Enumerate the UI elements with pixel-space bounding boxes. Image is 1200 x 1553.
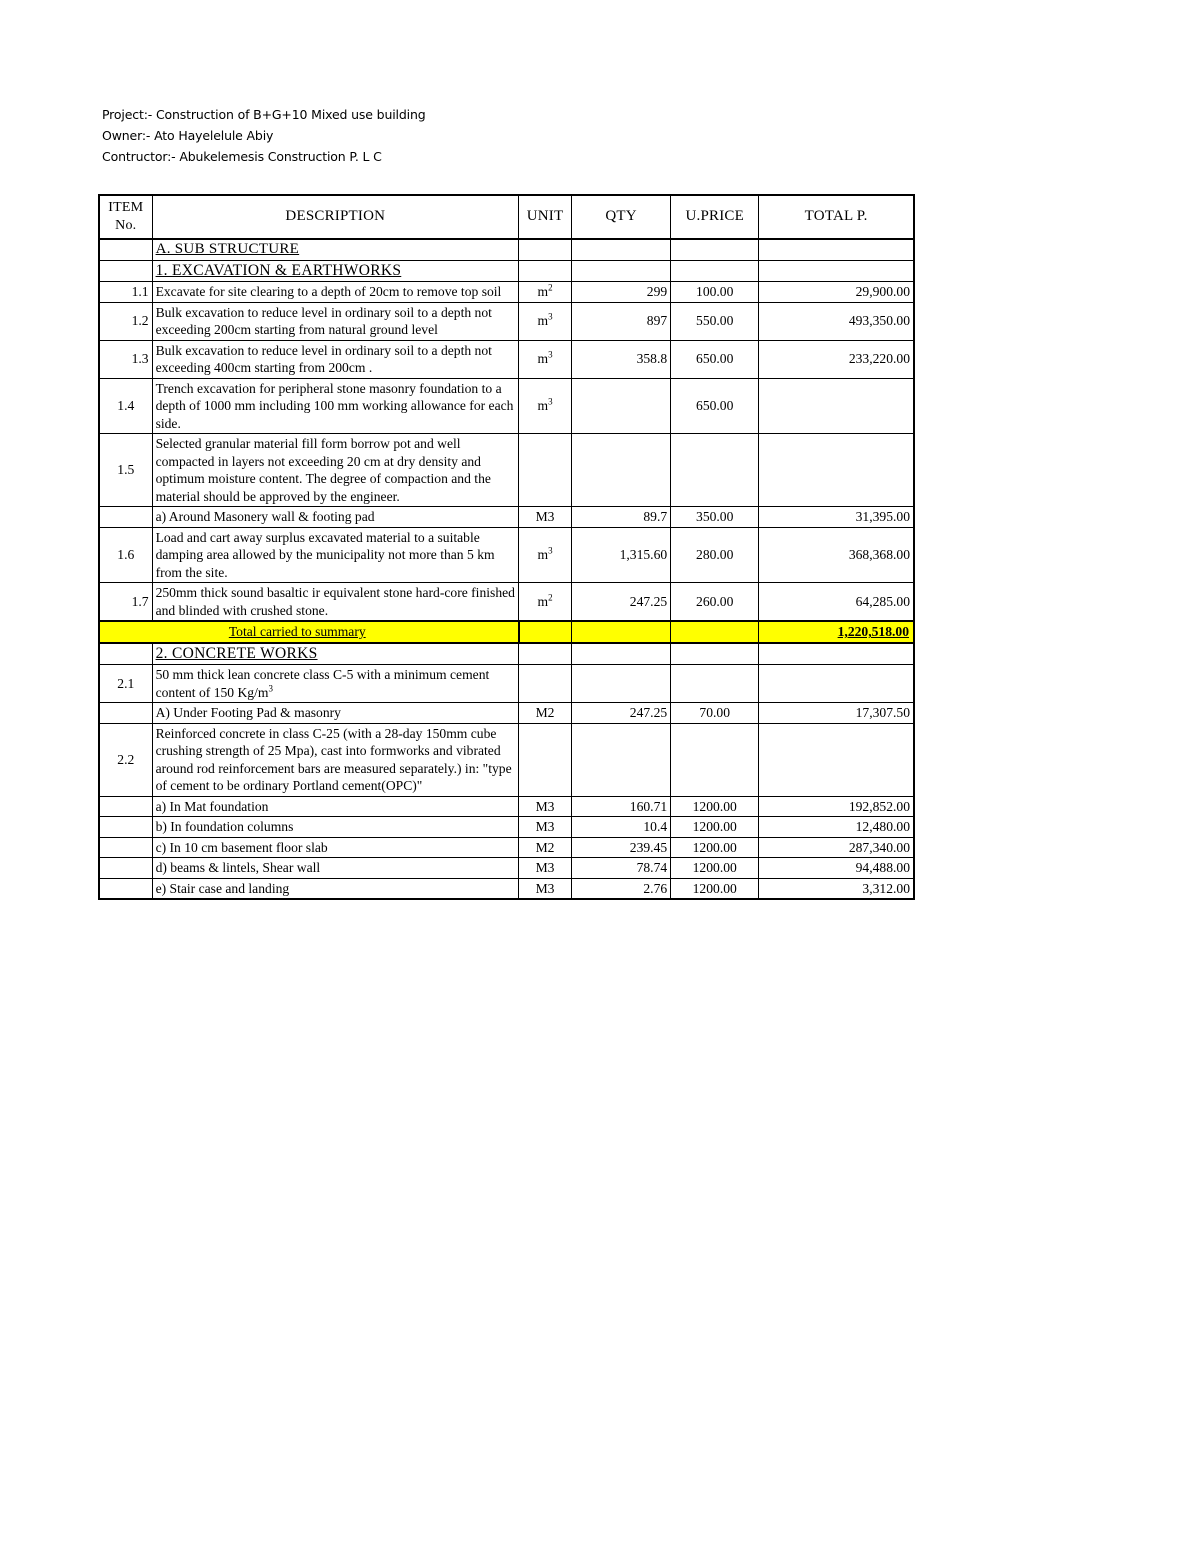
section-empty-cell-total	[759, 643, 914, 665]
section-title-cell	[152, 239, 518, 260]
unit-price-cell	[671, 507, 759, 528]
quantity-cell	[572, 507, 671, 528]
unit-price-value: 70.00	[699, 705, 731, 720]
unit-cell	[519, 703, 572, 724]
unit-price-cell	[671, 665, 759, 703]
section-empty-cell-unit	[519, 643, 572, 665]
section-title-cell	[152, 643, 518, 665]
unit-price-value: 650.00	[696, 351, 734, 367]
total-price-value: 29,900.00	[855, 284, 910, 299]
section-empty-cell-total	[759, 239, 914, 260]
total-empty-cell-qty	[572, 621, 671, 643]
description-text: 50 mm thick lean concrete class C-5 with a minimum cement content of 150 Kg/m	[155, 667, 490, 700]
unit-price-value: 650.00	[696, 398, 734, 413]
document-header-block	[102, 104, 802, 167]
table-subrow	[99, 878, 914, 899]
table-row	[99, 378, 914, 434]
bill-of-quantities-table-wrapper	[98, 194, 915, 900]
column-header-price	[671, 195, 759, 239]
quantity-value: 10.4	[643, 819, 668, 834]
total-price-value: 368,368.00	[848, 547, 910, 562]
description-text: A) Under Footing Pad & masonry	[155, 705, 341, 720]
quantity-value: 2.76	[643, 880, 668, 896]
item-number-cell	[99, 723, 152, 796]
description-text: Trench excavation for peripheral stone masonry foundation to a depth of 1000 mm including 100 mm working allowance for each side.	[155, 380, 514, 431]
quantity-value: 89.7	[643, 509, 668, 524]
unit-price-value: 1200.00	[692, 798, 737, 814]
description-cell	[152, 302, 518, 340]
unit-value: M3	[535, 798, 555, 814]
total-price-value: 287,340.00	[848, 839, 910, 855]
item-number-cell	[99, 583, 152, 622]
owner-line: Owner:- Ato Hayelelule Abiy	[102, 128, 274, 143]
total-price-cell	[759, 723, 914, 796]
description-cell	[152, 378, 518, 434]
description-cell	[152, 878, 518, 899]
section-empty-cell-unit	[519, 239, 572, 260]
description-cell	[152, 837, 518, 858]
item-number: 1.5	[117, 462, 135, 478]
unit-superscript: 3	[548, 545, 553, 556]
section-empty-cell-price	[671, 239, 759, 260]
section-empty-cell-unit	[519, 260, 572, 282]
description-cell	[152, 665, 518, 703]
total-empty-cell-price	[671, 621, 759, 643]
column-header-total	[759, 195, 914, 239]
description-cell	[152, 434, 518, 507]
project-line: Project:- Construction of B+G+10 Mixed use building	[102, 107, 426, 122]
column-header-label: DESCRIPTION	[285, 208, 386, 225]
item-number-cell	[99, 302, 152, 340]
quantity-cell	[572, 378, 671, 434]
unit-cell	[519, 282, 572, 303]
unit-value: m	[537, 547, 549, 562]
unit-superscript: 2	[548, 282, 553, 293]
table-row	[99, 665, 914, 703]
table-header-row	[99, 195, 914, 239]
quantity-value: 247.25	[629, 593, 668, 609]
section-a-sub-structure	[99, 239, 914, 260]
quantity-cell	[572, 340, 671, 378]
total-price-cell	[759, 340, 914, 378]
item-number-cell	[99, 434, 152, 507]
column-header-line2: No.	[115, 218, 137, 233]
item-number: 1.7	[131, 593, 149, 609]
description-cell	[152, 282, 518, 303]
section-title-label: 1. EXCAVATION & EARTHWORKS	[155, 261, 402, 279]
item-number-cell	[99, 527, 152, 583]
item-number-cell	[99, 858, 152, 879]
unit-price-cell	[671, 723, 759, 796]
unit-price-cell	[671, 837, 759, 858]
column-header-label: QTY	[605, 208, 637, 225]
unit-value: M2	[535, 705, 555, 720]
unit-cell	[519, 858, 572, 879]
total-price-cell	[759, 527, 914, 583]
table-subrow	[99, 817, 914, 838]
unit-value: M3	[535, 880, 555, 896]
unit-cell	[519, 507, 572, 528]
section-empty-cell-qty	[572, 260, 671, 282]
quantity-cell	[572, 817, 671, 838]
quantity-value: 247.25	[629, 705, 668, 720]
description-text: 250mm thick sound basaltic ir equivalent stone hard-core finished and blinded with crushed stone.	[155, 585, 515, 618]
unit-price-value: 1200.00	[692, 880, 737, 896]
total-price-value: 12,480.00	[855, 819, 910, 834]
table-body	[99, 195, 914, 899]
section-empty-cell-price	[671, 260, 759, 282]
total-carried-value-text: 1,220,518.00	[837, 624, 909, 639]
total-price-cell	[759, 282, 914, 303]
quantity-cell	[572, 878, 671, 899]
description-text: Load and cart away surplus excavated material to a suitable damping area allowed by the municipality not more than 5 km from the site.	[155, 529, 495, 580]
unit-superscript: 3	[548, 311, 553, 322]
total-carried-to-summary	[99, 621, 914, 643]
section-empty-cell-total	[759, 260, 914, 282]
item-number-cell	[99, 796, 152, 817]
unit-value: M3	[535, 509, 555, 524]
total-price-cell	[759, 665, 914, 703]
column-header-label: UNIT	[526, 208, 564, 225]
table-subrow	[99, 858, 914, 879]
unit-value: m	[537, 351, 549, 367]
quantity-cell	[572, 434, 671, 507]
section-empty-cell-qty	[572, 239, 671, 260]
description-cell	[152, 796, 518, 817]
column-header-line1: ITEM	[108, 200, 144, 215]
quantity-value: 239.45	[629, 839, 668, 855]
item-number-cell	[99, 837, 152, 858]
unit-price-cell	[671, 796, 759, 817]
description-cell	[152, 583, 518, 622]
description-cell	[152, 858, 518, 879]
item-number-cell	[99, 817, 152, 838]
quantity-cell	[572, 703, 671, 724]
item-number-cell	[99, 878, 152, 899]
unit-cell	[519, 796, 572, 817]
unit-price-value: 1200.00	[692, 839, 737, 855]
item-number-cell	[99, 703, 152, 724]
total-price-cell	[759, 703, 914, 724]
total-price-cell	[759, 837, 914, 858]
unit-cell	[519, 527, 572, 583]
item-number-cell	[99, 378, 152, 434]
unit-value: M3	[535, 860, 555, 875]
unit-price-value: 1200.00	[692, 819, 737, 834]
description-cell	[152, 817, 518, 838]
quantity-value: 897	[646, 313, 668, 329]
table-row	[99, 302, 914, 340]
table-row	[99, 340, 914, 378]
section-empty-cell-qty	[572, 643, 671, 665]
unit-cell	[519, 837, 572, 858]
column-header-label: U.PRICE	[685, 208, 744, 225]
section-title-cell	[152, 260, 518, 282]
description-text: e) Stair case and landing	[155, 880, 290, 896]
quantity-value: 160.71	[629, 798, 668, 814]
item-number: 1.3	[131, 351, 149, 367]
quantity-cell	[572, 796, 671, 817]
total-price-cell	[759, 796, 914, 817]
quantity-value: 1,315.60	[619, 547, 668, 562]
quantity-value: 299	[646, 284, 668, 299]
unit-price-cell	[671, 434, 759, 507]
unit-cell	[519, 723, 572, 796]
description-text: d) beams & lintels, Shear wall	[155, 860, 321, 875]
description-text: Reinforced concrete in class C-25 (with a 28-day 150mm cube crushing strength of 25 Mpa), cast into formworks and vibrated around rod reinforcement bars are measured separately.) in: "type of cement to be ordinary Portland cement(OPC)"	[155, 725, 512, 793]
total-price-cell	[759, 583, 914, 622]
unit-price-value: 550.00	[696, 313, 734, 329]
table-row	[99, 282, 914, 303]
table-subrow	[99, 837, 914, 858]
table-subrow	[99, 796, 914, 817]
description-text: Bulk excavation to reduce level in ordinary soil to a depth not exceeding 400cm starting from 200cm .	[155, 342, 492, 375]
description-cell	[152, 340, 518, 378]
description-cell	[152, 723, 518, 796]
section-2-concrete-works	[99, 643, 914, 665]
column-header-desc	[152, 195, 518, 239]
quantity-cell	[572, 858, 671, 879]
quantity-value: 358.8	[636, 351, 668, 367]
table-row	[99, 583, 914, 622]
unit-price-value: 280.00	[696, 547, 734, 562]
unit-value: M2	[535, 839, 555, 855]
unit-price-cell	[671, 703, 759, 724]
column-header-unit	[519, 195, 572, 239]
quantity-value: 78.74	[636, 860, 668, 875]
total-price-value: 31,395.00	[855, 509, 910, 524]
section-title-label: 2. CONCRETE WORKS	[155, 644, 318, 662]
item-number: 1.4	[117, 398, 135, 413]
total-price-value: 94,488.00	[855, 860, 910, 875]
table-subrow	[99, 703, 914, 724]
item-number-cell	[99, 282, 152, 303]
item-number: 1.2	[131, 313, 149, 329]
section-item-cell	[99, 239, 152, 260]
total-price-value: 493,350.00	[848, 313, 910, 329]
section-title-label: A. SUB STRUCTURE	[155, 241, 300, 257]
unit-value: m	[537, 593, 549, 609]
unit-superscript: 2	[548, 592, 553, 603]
unit-cell	[519, 665, 572, 703]
total-price-cell	[759, 817, 914, 838]
total-price-value: 64,285.00	[855, 593, 910, 609]
unit-price-value: 260.00	[696, 593, 734, 609]
quantity-cell	[572, 302, 671, 340]
unit-price-value: 100.00	[696, 284, 734, 299]
description-text: a) Around Masonery wall & footing pad	[155, 509, 375, 524]
description-text: Excavate for site clearing to a depth of 20cm to remove top soil	[155, 284, 502, 299]
total-price-cell	[759, 878, 914, 899]
unit-price-cell	[671, 858, 759, 879]
bill-of-quantities-table	[98, 194, 915, 900]
description-cell	[152, 507, 518, 528]
description-text: b) In foundation columns	[155, 819, 294, 834]
item-number-cell	[99, 507, 152, 528]
unit-price-value: 350.00	[696, 509, 734, 524]
column-header-item	[99, 195, 152, 239]
unit-price-cell	[671, 378, 759, 434]
unit-cell	[519, 302, 572, 340]
total-price-value: 3,312.00	[862, 880, 910, 896]
quantity-cell	[572, 723, 671, 796]
unit-cell	[519, 434, 572, 507]
table-row	[99, 723, 914, 796]
section-item-cell	[99, 260, 152, 282]
item-number-cell	[99, 665, 152, 703]
unit-price-cell	[671, 878, 759, 899]
unit-cell	[519, 583, 572, 622]
total-carried-value	[759, 621, 914, 643]
unit-price-cell	[671, 302, 759, 340]
description-text: a) In Mat foundation	[155, 798, 269, 814]
total-price-value: 17,307.50	[855, 705, 910, 720]
table-row	[99, 434, 914, 507]
unit-cell	[519, 817, 572, 838]
total-price-cell	[759, 507, 914, 528]
total-price-cell	[759, 858, 914, 879]
description-text: c) In 10 cm basement floor slab	[155, 839, 328, 855]
total-carried-label	[99, 621, 519, 643]
unit-superscript: 3	[548, 349, 553, 360]
unit-price-cell	[671, 282, 759, 303]
item-number: 1.6	[117, 547, 135, 562]
unit-price-cell	[671, 583, 759, 622]
description-text: Bulk excavation to reduce level in ordinary soil to a depth not exceeding 200cm starting from natural ground level	[155, 304, 492, 337]
unit-price-value: 1200.00	[692, 860, 737, 875]
section-1-excavation-earthworks	[99, 260, 914, 282]
section-empty-cell-price	[671, 643, 759, 665]
description-superscript: 3	[268, 682, 273, 693]
quantity-cell	[572, 583, 671, 622]
total-empty-cell-unit	[519, 621, 572, 643]
unit-price-cell	[671, 817, 759, 838]
total-price-value: 233,220.00	[848, 351, 910, 367]
item-number: 1.1	[131, 284, 149, 299]
unit-value: M3	[535, 819, 555, 834]
unit-cell	[519, 378, 572, 434]
description-cell	[152, 703, 518, 724]
item-number: 2.1	[117, 675, 135, 691]
unit-value: m	[537, 284, 549, 299]
description-cell	[152, 527, 518, 583]
section-item-cell	[99, 643, 152, 665]
total-price-cell	[759, 434, 914, 507]
quantity-cell	[572, 282, 671, 303]
quantity-cell	[572, 837, 671, 858]
quantity-cell	[572, 527, 671, 583]
unit-value: m	[537, 398, 549, 413]
description-text: Selected granular material fill form borrow pot and well compacted in layers not exceeding 20 cm at dry density and optimum moisture content. The degree of compaction and the material should be approved by the engineer.	[155, 436, 491, 504]
total-price-cell	[759, 378, 914, 434]
item-number: 2.2	[117, 751, 135, 767]
quantity-cell	[572, 665, 671, 703]
unit-price-cell	[671, 527, 759, 583]
total-price-cell	[759, 302, 914, 340]
total-price-value: 192,852.00	[848, 798, 910, 814]
item-number-cell	[99, 340, 152, 378]
contractor-line: Contructor:- Abukelemesis Construction P. L C	[102, 149, 382, 164]
column-header-label: TOTAL P.	[804, 208, 868, 225]
unit-price-cell	[671, 340, 759, 378]
column-header-qty	[572, 195, 671, 239]
unit-cell	[519, 340, 572, 378]
total-carried-label-text: Total carried to summary	[228, 624, 366, 639]
unit-cell	[519, 878, 572, 899]
unit-value: m	[537, 313, 549, 329]
unit-superscript: 3	[548, 396, 553, 407]
table-row	[99, 527, 914, 583]
table-subrow	[99, 507, 914, 528]
